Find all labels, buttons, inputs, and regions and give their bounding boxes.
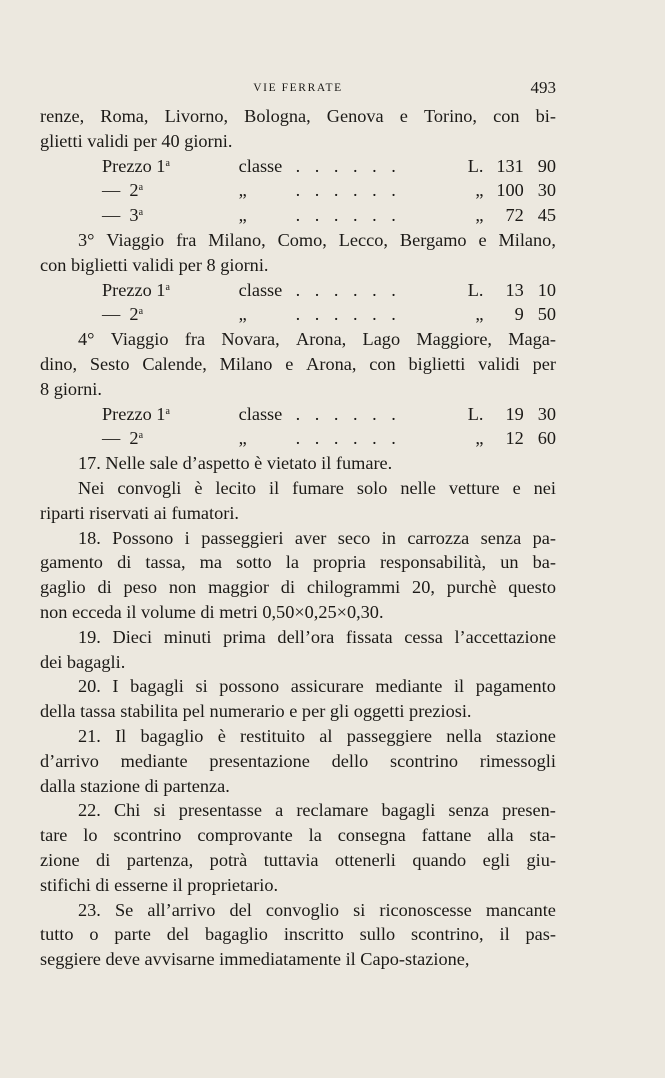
currency: „ [475,304,484,325]
body-text [40,104,556,972]
price-lire: 72 [505,205,524,226]
price-label: Prezzo 1$^a$ [102,403,170,424]
leader-dots: . . . . . . [295,304,401,325]
price-class: classe [238,279,283,300]
price-row [40,203,556,228]
text-line: 20. I bagagli si possono assicurare mediante il pagamento [78,676,556,697]
currency: „ [475,428,484,449]
currency: „ [475,205,484,226]
price-cents: 60 [537,428,556,449]
price-row [40,178,556,203]
currency: L. [467,279,484,300]
text-line: 4° Viaggio fra Novara, Arona, Lago Maggiore, Maga- [78,329,556,350]
price-class: classe [238,403,283,424]
price-row [40,402,556,427]
text-line: 22. Chi si presentasse a reclamare bagagli senza presen- [78,800,556,821]
price-row [40,278,556,303]
leader-dots: . . . . . . [295,205,401,226]
price-class: „ [238,304,247,325]
price-class: classe [238,155,283,176]
price-lire: 131 [496,155,524,176]
text-line: 8 giorni. [40,378,102,399]
text-line: seggiere deve avvisarne immediatamente il Capo-stazione, [40,949,470,970]
currency: „ [475,180,484,201]
text-line: 19. Dieci minuti prima dell’ora fissata cessa l’accettazione [78,626,556,647]
page-header [40,78,556,100]
text-line: dalla stazione di partenza. [40,775,230,796]
leader-dots: . . . . . . [295,403,401,424]
text-line: 17. Nelle sale d’aspetto è vietato il fumare. [78,453,393,474]
price-lire: 13 [505,279,524,300]
price-lire: 100 [496,180,524,201]
leader-dots: . . . . . . [295,428,401,449]
price-lire: 19 [505,403,524,424]
price-label: Prezzo 1$^a$ [102,155,170,176]
text-line: zione di partenza, potrà tuttavia ottenerli quando egli giu- [40,849,556,870]
price-cents: 90 [537,155,556,176]
leader-dots: . . . . . . [295,180,401,201]
text-line: tare lo scontrino comprovante la consegna fattane alla sta- [40,825,556,846]
running-head: VIE FERRATE [253,82,343,94]
text-line: renze, Roma, Livorno, Bologna, Genova e Torino, con bi- [40,106,556,126]
text-line: stifichi di esserne il proprietario. [40,874,279,895]
price-class: „ [238,205,247,226]
leader-dots: . . . . . . [295,279,401,300]
text-line: con biglietti validi per 8 giorni. [40,254,269,275]
price-row [40,302,556,327]
price-label: — 2$^a$ [102,304,144,325]
text-line: Nei convogli è lecito il fumare solo nelle vetture e nei [78,477,556,498]
text-line: riparti riservati ai fumatori. [40,502,239,523]
price-cents: 30 [537,403,556,424]
price-label: — 3$^a$ [102,205,144,226]
price-class: „ [238,180,247,201]
price-lire: 9 [514,304,524,325]
text-line: 23. Se all’arrivo del convoglio si riconoscesse mancante [78,899,556,920]
text-line: gaglio di peso non maggior di chilogrammi 20, purchè questo [40,577,556,598]
text-line: 3° Viaggio fra Milano, Como, Lecco, Bergamo e Milano, [78,229,556,250]
price-cents: 50 [537,304,556,325]
price-label: — 2$^a$ [102,428,144,449]
text-line: dino, Sesto Calende, Milano e Arona, con biglietti validi per [40,353,556,374]
price-lire: 12 [505,428,524,449]
currency: L. [467,155,484,176]
text-line: glietti validi per 40 giorni. [40,130,233,151]
text-line: dei bagagli. [40,651,126,672]
price-cents: 10 [537,279,556,300]
currency: L. [467,403,484,424]
text-line: tutto o parte del bagaglio inscritto sullo scontrino, il pas- [40,924,556,945]
price-row [40,426,556,451]
text-line: gamento di tassa, ma sotto la propria responsabilità, un ba- [40,552,556,573]
price-row [40,154,556,179]
text-line: d’arrivo mediante presentazione dello scontrino rimessogli [40,750,556,771]
price-label: Prezzo 1$^a$ [102,279,170,300]
price-cents: 45 [537,205,556,226]
price-label: — 2$^a$ [102,180,144,201]
text-line: 18. Possono i passeggieri aver seco in carrozza senza pa- [78,527,556,548]
leader-dots: . . . . . . [295,155,401,176]
page-number: 493 [530,78,556,97]
text-line: della tassa stabilita pel numerario e per gli oggetti preziosi. [40,701,472,722]
text-line: non ecceda il volume di metri 0,50×0,25×0,30. [40,601,384,622]
text-line: 21. Il bagaglio è restituito al passeggiere nella stazione [78,725,556,746]
price-class: „ [238,428,247,449]
price-cents: 30 [537,180,556,201]
